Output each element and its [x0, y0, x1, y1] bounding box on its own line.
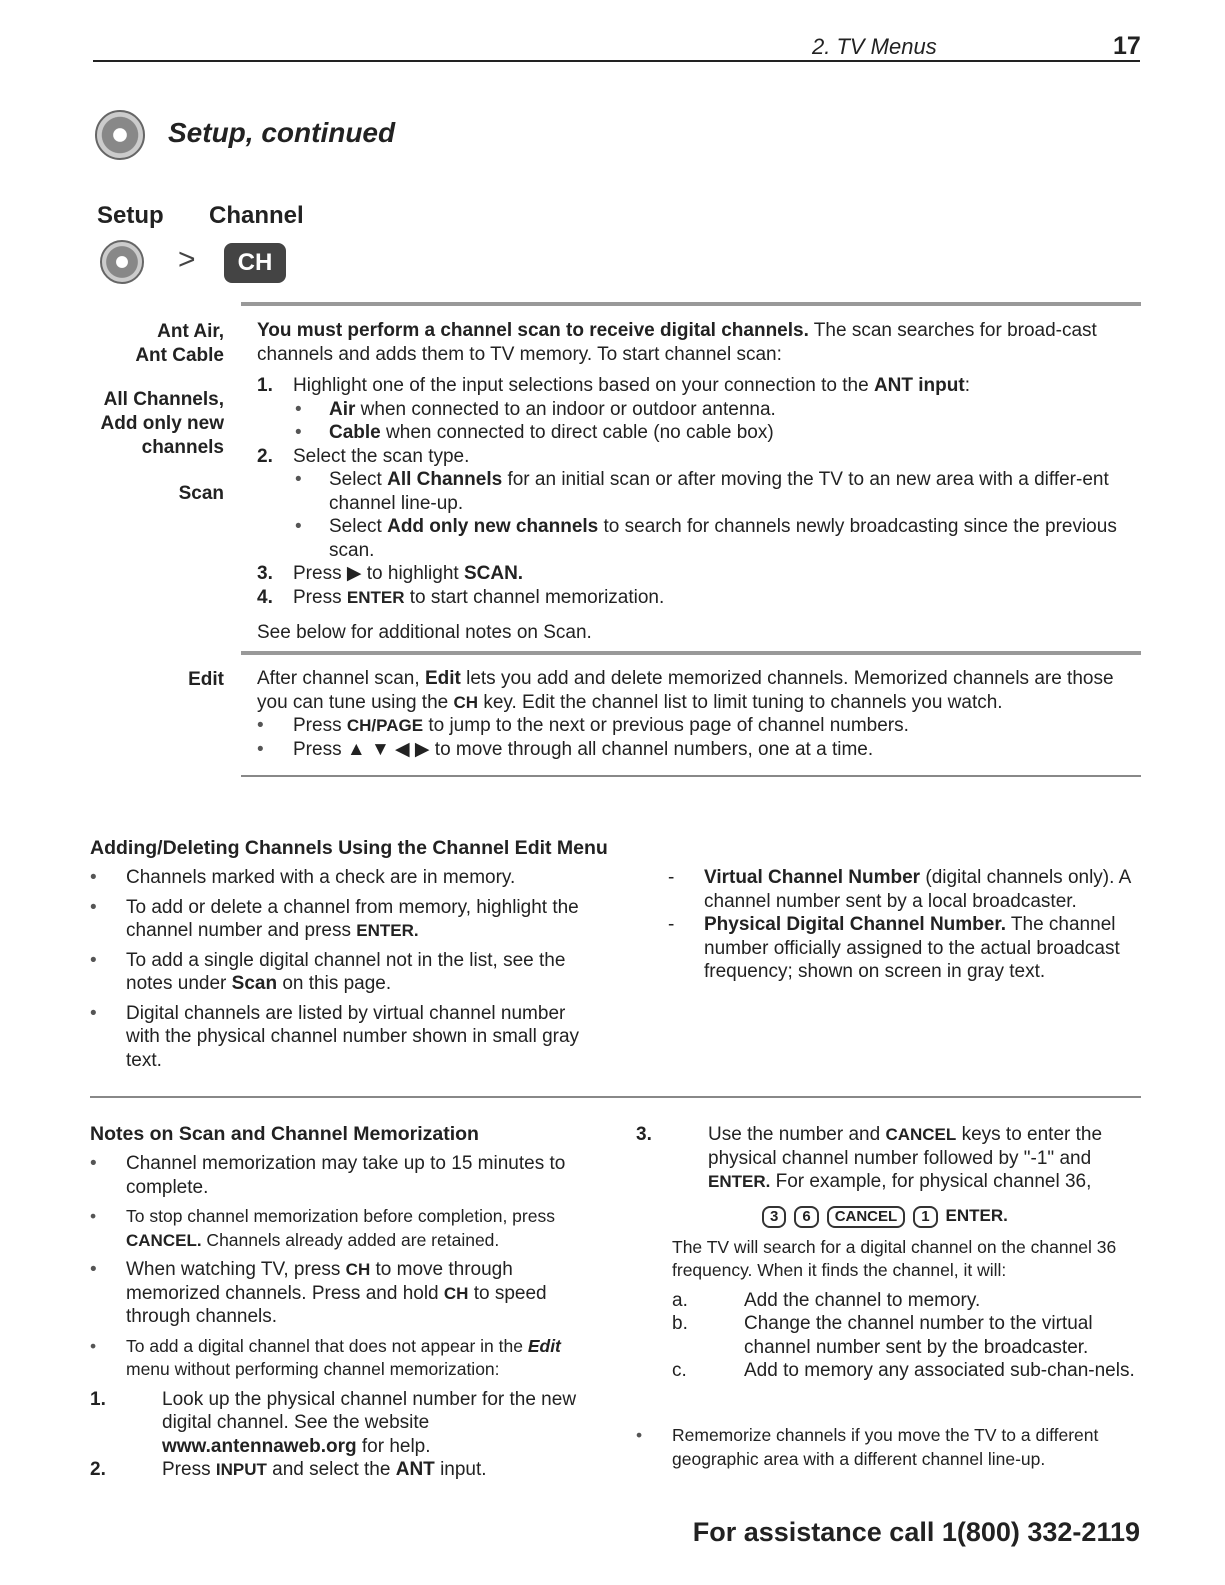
notes-heading: Notes on Scan and Channel Memorization — [90, 1123, 479, 1145]
adding-heading: Adding/Deleting Channels Using the Channel Edit Menu — [90, 837, 608, 859]
edit-text — [257, 667, 1127, 761]
channel-scan-text — [257, 319, 1127, 645]
step-3: 3. Press ▶ to highlight SCAN. — [257, 563, 524, 584]
header-rule — [93, 60, 1140, 62]
scan-intro: You must perform a channel scan to receive digital channels. The scan searches for broad-cast channels and adds them to TV memory. To start channel scan: — [257, 320, 1097, 365]
key-3-icon: 3 — [762, 1206, 786, 1228]
cancel-key-icon: CANCEL — [827, 1206, 906, 1228]
section-rule — [241, 651, 1141, 655]
rememorize-text: • Rememorize channels if you move the TV to a different geographic area with a different channel line-up. — [636, 1424, 1142, 1471]
adding-bullets — [90, 866, 600, 1072]
label-scan: Scan — [178, 483, 224, 504]
section-rule — [241, 302, 1141, 306]
adding-bullet-3: • To add a single digital channel not in the list, see the notes under Scan on this page. — [90, 949, 600, 996]
gear-icon — [95, 110, 145, 160]
edit-paragraph: After channel scan, Edit lets you add and delete memorized channels. Memorized channels are those you can tune using the CH key. Edit the channel list to limit tuning to channels you watch. — [257, 668, 1114, 713]
arrow-keys-icon: ▲ ▼ ◀ ▶ — [346, 738, 430, 760]
notes-step-2: 2. Press INPUT and select the ANT input. — [90, 1459, 487, 1480]
nav-channel-label: Channel — [209, 202, 304, 229]
label-edit: Edit — [188, 669, 224, 690]
example-key-sequence — [762, 1204, 1142, 1228]
label-all-channels: All Channels, — [103, 389, 224, 410]
result-a: a. Add the channel to memory. — [672, 1289, 981, 1311]
label-ant-air: Ant Air, — [157, 321, 224, 342]
adding-bullet-2: • To add or delete a channel from memory, highlight the channel number and press ENTER. — [90, 896, 600, 943]
key-1-icon: 1 — [913, 1206, 937, 1228]
see-below-note: See below for additional notes on Scan. — [257, 622, 592, 643]
adding-bullet-1: • Channels marked with a check are in memory. — [90, 866, 600, 890]
setup-gear-icon — [100, 240, 144, 284]
step-1: 1. Highlight one of the input selections based on your connection to the ANT input: — [257, 375, 970, 396]
edit-bullet-page: • Press CH/PAGE to jump to the next or previous page of channel numbers. — [257, 714, 1127, 738]
step-2: 2. Select the scan type. — [257, 445, 470, 467]
notes-right-column — [636, 1123, 1142, 1383]
notes-bullet-3: • When watching TV, press CH to move through memorized channels. Press and hold CH to speed through channels. — [90, 1258, 600, 1329]
nav-setup-label: Setup — [97, 202, 164, 229]
channel-number-types — [668, 866, 1143, 984]
page-number: 17 — [1113, 32, 1141, 60]
side-labels-scan-type — [84, 388, 224, 460]
assistance-footer: For assistance call 1(800) 332-2119 — [692, 1517, 1140, 1547]
chevron-right-icon: > — [178, 243, 196, 276]
section-rule — [241, 775, 1141, 777]
bullet-add-new: • Select Add only new channels to search for channels newly broadcasting since the previous scan. — [257, 515, 1127, 562]
notes-bullet-2: • To stop channel memorization before completion, press CANCEL. Channels already added are retained. — [90, 1205, 600, 1252]
ch-key-icon: CH — [224, 243, 286, 283]
rememorize-bullet — [636, 1424, 1142, 1471]
physical-channel-number: - Physical Digital Channel Number. The channel number officially assigned to the actual broadcast frequency; shown on screen in gray text. — [668, 913, 1143, 984]
virtual-channel-number: - Virtual Channel Number (digital channels only). A channel number sent by a local broadcaster. — [668, 866, 1143, 913]
section-rule — [90, 1096, 1141, 1098]
search-description: The TV will search for a digital channel on the channel 36 frequency. When it finds the channel, it will: — [672, 1236, 1117, 1280]
running-header-section: 2. TV Menus — [812, 34, 937, 59]
key-6-icon: 6 — [794, 1206, 818, 1228]
notes-step-1: 1. Look up the physical channel number for the new digital channel. See the website www.antennaweb.org for help. — [90, 1388, 577, 1457]
enter-key-label: ENTER. — [945, 1205, 1008, 1225]
result-b: b. Change the channel number to the virtual channel number sent by the broadcaster. — [672, 1313, 1093, 1358]
step-4: 4. Press ENTER to start channel memorization. — [257, 586, 665, 608]
page-title: Setup, continued — [168, 117, 396, 148]
label-channels: channels — [141, 437, 224, 458]
label-add-only-new: Add only new — [100, 413, 224, 434]
notes-bullet-1: • Channel memorization may take up to 15 minutes to complete. — [90, 1152, 600, 1199]
bullet-air: • Air when connected to an indoor or outdoor antenna. — [257, 398, 1127, 422]
result-c: c. Add to memory any associated sub-chan-nels. — [672, 1360, 1135, 1381]
edit-bullet-arrows: • Press ▲ ▼ ◀ ▶ to move through all channel numbers, one at a time. — [257, 738, 1127, 762]
notes-bullet-4: • To add a digital channel that does not appear in the Edit menu without performing channel memorization: — [90, 1335, 600, 1382]
side-labels-ant — [84, 320, 224, 368]
notes-step-3: 3. Use the number and CANCEL keys to enter the physical channel number followed by "-1" and ENTER. For example, for physical channel 36, — [636, 1124, 1103, 1192]
bullet-all-channels: • Select All Channels for an initial scan or after moving the TV to an new area with a differ-ent channel line-up. — [257, 468, 1127, 515]
notes-left-column — [90, 1152, 600, 1482]
bullet-cable: • Cable when connected to direct cable (no cable box) — [257, 421, 1127, 445]
right-arrow-icon: ▶ — [346, 563, 362, 584]
adding-bullet-4: • Digital channels are listed by virtual channel number with the physical channel number shown in small gray text. — [90, 1002, 600, 1073]
label-ant-cable: Ant Cable — [135, 345, 224, 366]
